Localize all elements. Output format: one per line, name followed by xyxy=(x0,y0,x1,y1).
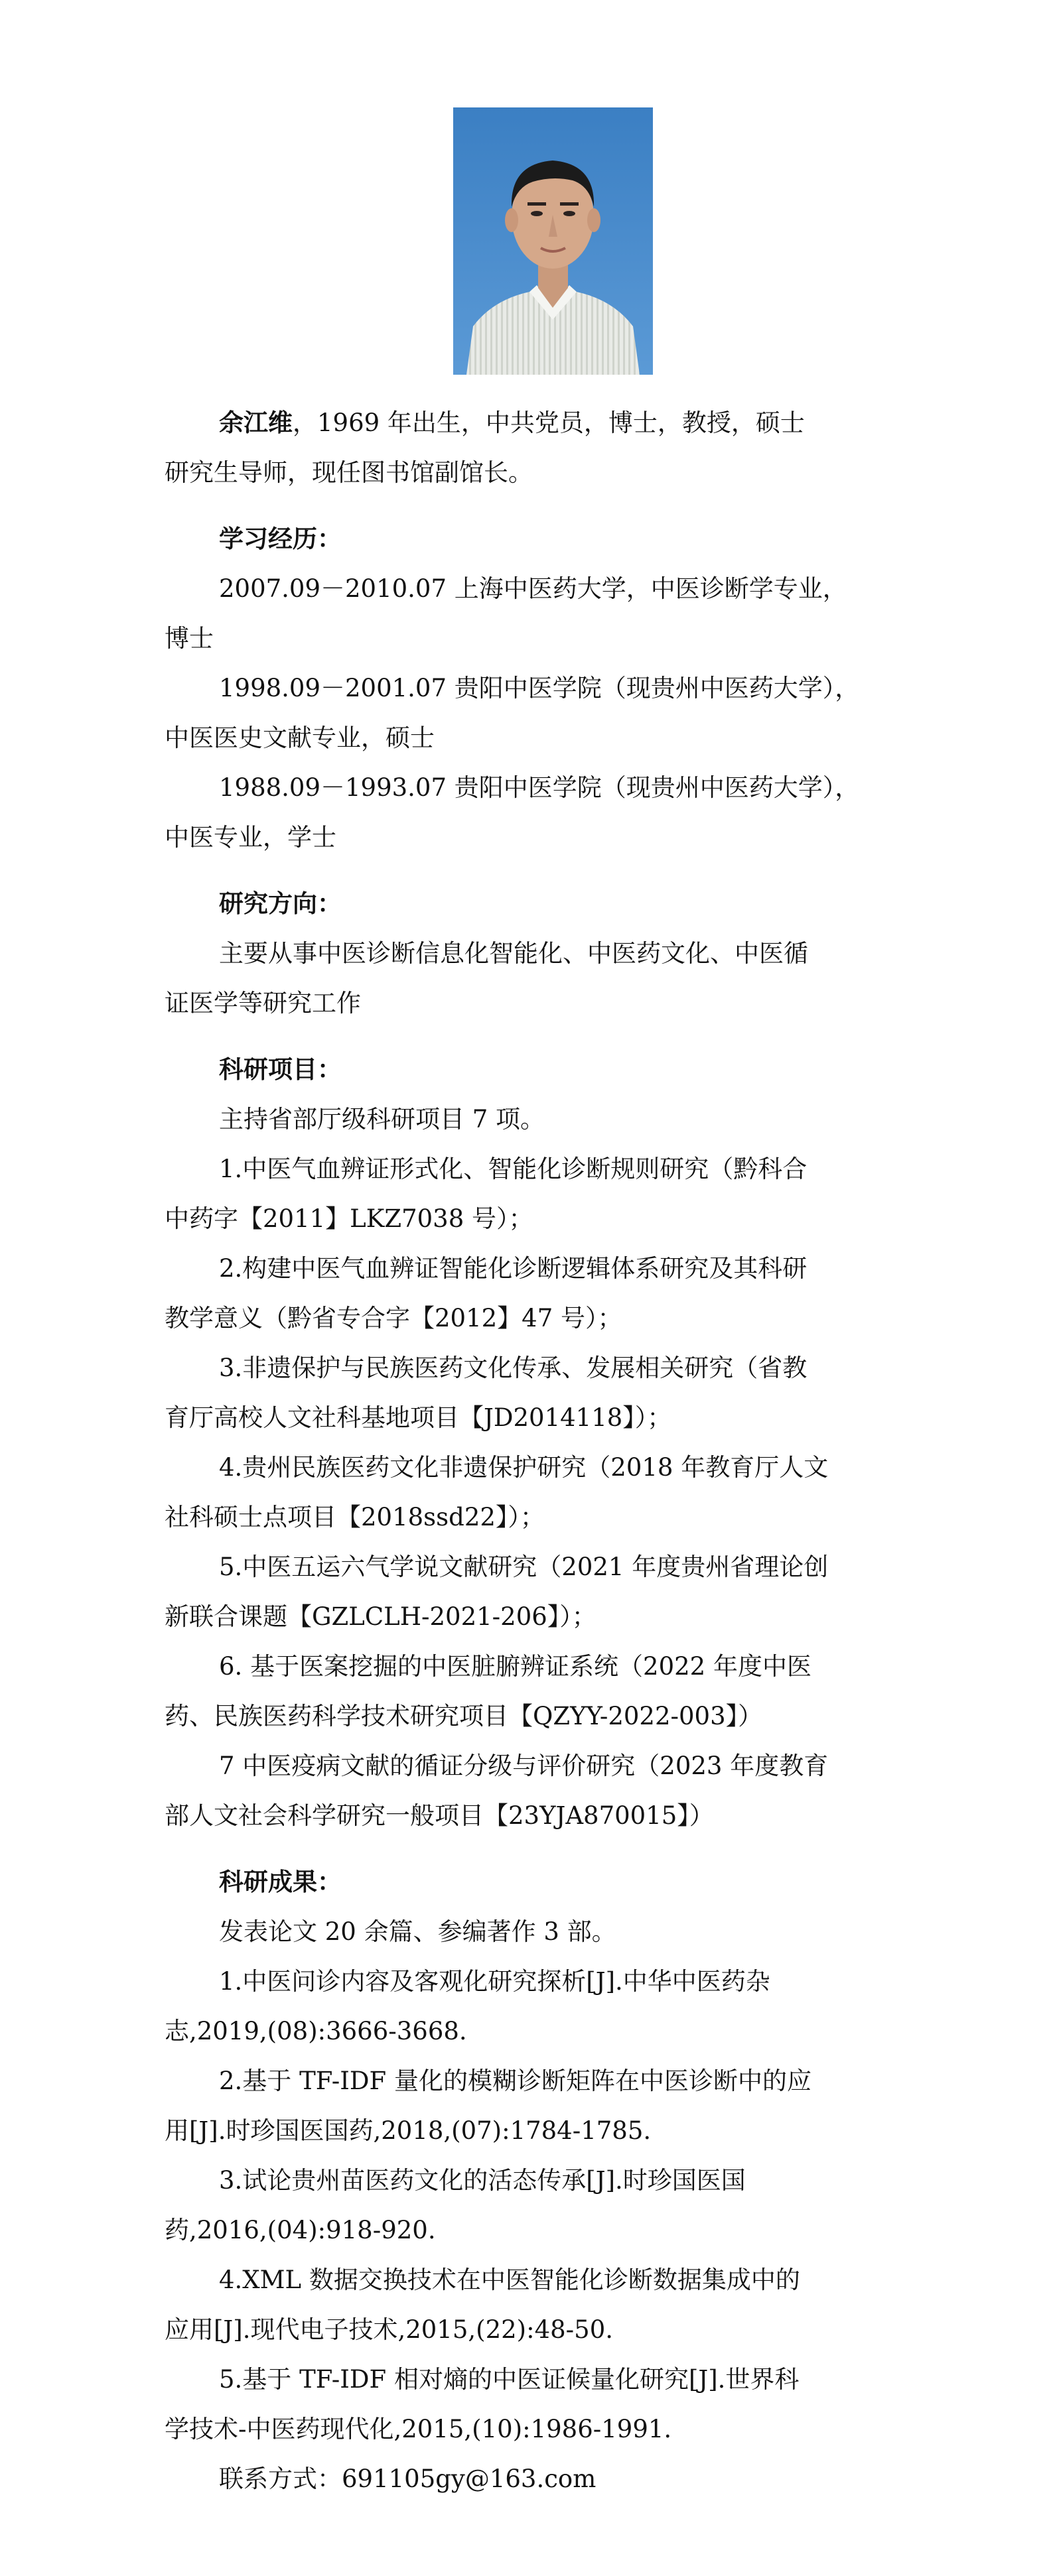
contact-label: 联系方式： xyxy=(219,2465,342,2493)
contact-email: 691105gy@163.com xyxy=(342,2465,597,2493)
project-1-line-1: 1.中医气血辨证形式化、智能化诊断规则研究（黔科合 xyxy=(219,1155,807,1183)
education-entry-2-line-1: 1998.09－2001.07 贵阳中医学院（现贵州中医药大学）， xyxy=(219,674,860,702)
education-entry-1-line-1: 2007.09－2010.07 上海中医药大学，中医诊断学专业， xyxy=(219,574,847,603)
projects-heading: 科研项目： xyxy=(219,1055,342,1084)
portrait-photo xyxy=(453,107,653,375)
project-6-line-1: 6. 基于医案挖掘的中医脏腑辨证系统（2022 年度中医 xyxy=(219,1652,811,1681)
paper-3-line-2: 药,2016,(04):918-920. xyxy=(165,2216,436,2244)
paper-4-line-1: 4.XML 数据交换技术在中医智能化诊断数据集成中的 xyxy=(219,2266,800,2294)
research-direction-heading: 研究方向： xyxy=(219,889,342,918)
intro-line-2: 研究生导师，现任图书馆副馆长。 xyxy=(165,458,533,487)
project-4-line-1: 4.贵州民族医药文化非遗保护研究（2018 年教育厅人文 xyxy=(219,1453,829,1482)
project-2-line-2: 教学意义（黔省专合字【2012】47 号）； xyxy=(165,1304,622,1332)
project-1-line-2: 中药字【2011】LKZ7038 号）； xyxy=(165,1204,533,1233)
project-2-line-1: 2.构建中医气血辨证智能化诊断逻辑体系研究及其科研 xyxy=(219,1254,807,1283)
project-5-line-2: 新联合课题【GZLCLH-2021-206】）； xyxy=(165,1602,597,1631)
paper-2-line-1: 2.基于 TF-IDF 量化的模糊诊断矩阵在中医诊断中的应 xyxy=(219,2067,811,2095)
intro-text: ，1969 年出生，中共党员，博士，教授，硕士 xyxy=(293,409,805,437)
paper-1-line-1: 1.中医问诊内容及客观化研究探析[J].中华中医药杂 xyxy=(219,1967,770,1996)
project-7-line-1: 7 中医疫病文献的循证分级与评价研究（2023 年度教育 xyxy=(219,1752,829,1780)
paper-5-line-2: 学技术-中医药现代化,2015,(10):1986-1991. xyxy=(165,2415,672,2443)
paper-1-line-2: 志,2019,(08):3666-3668. xyxy=(165,2017,467,2045)
projects-summary: 主持省部厅级科研项目 7 项。 xyxy=(219,1105,545,1133)
research-direction-line-2: 证医学等研究工作 xyxy=(165,989,361,1017)
education-entry-2-line-2: 中医医史文献专业，硕士 xyxy=(165,724,435,752)
achievements-heading: 科研成果： xyxy=(219,1867,342,1896)
education-entry-3-line-1: 1988.09－1993.07 贵阳中医学院（现贵州中医药大学）， xyxy=(219,773,860,802)
contact-line xyxy=(165,2454,901,2504)
education-entry-1-line-2: 博士 xyxy=(165,624,214,653)
education-heading: 学习经历： xyxy=(219,524,342,553)
project-4-line-2: 社科硕士点项目【2018ssd22】）； xyxy=(165,1503,545,1531)
project-7-line-2: 部人文社会科学研究一般项目【23YJA870015】） xyxy=(165,1801,714,1830)
paper-2-line-2: 用[J].时珍国医国药,2018,(07):1784-1785. xyxy=(165,2116,652,2145)
education-entry-3-line-2: 中医专业，学士 xyxy=(165,823,336,852)
project-5-line-1: 5.中医五运六气学说文献研究（2021 年度贵州省理论创 xyxy=(219,1553,829,1581)
person-name: 余江维 xyxy=(219,408,293,437)
portrait-illustration xyxy=(453,107,653,375)
paper-3-line-1: 3.试论贵州苗医药文化的活态传承[J].时珍国医国 xyxy=(219,2166,746,2195)
project-3-line-1: 3.非遗保护与民族医药文化传承、发展相关研究（省教 xyxy=(219,1354,807,1382)
profile-text xyxy=(165,398,901,2504)
project-3-line-2: 育厅高校人文社科基地项目【JD2014118】）； xyxy=(165,1403,672,1432)
research-direction-line-1: 主要从事中医诊断信息化智能化、中医药文化、中医循 xyxy=(219,939,808,968)
paper-4-line-2: 应用[J].现代电子技术,2015,(22):48-50. xyxy=(165,2315,613,2344)
project-6-line-2: 药、民族医药科学技术研究项目【QZYY-2022-003】） xyxy=(165,1702,763,1730)
intro-line-1 xyxy=(165,398,901,448)
achievements-summary: 发表论文 20 余篇、参编著作 3 部。 xyxy=(219,1917,616,1946)
paper-5-line-1: 5.基于 TF-IDF 相对熵的中医证候量化研究[J].世界科 xyxy=(219,2365,800,2394)
